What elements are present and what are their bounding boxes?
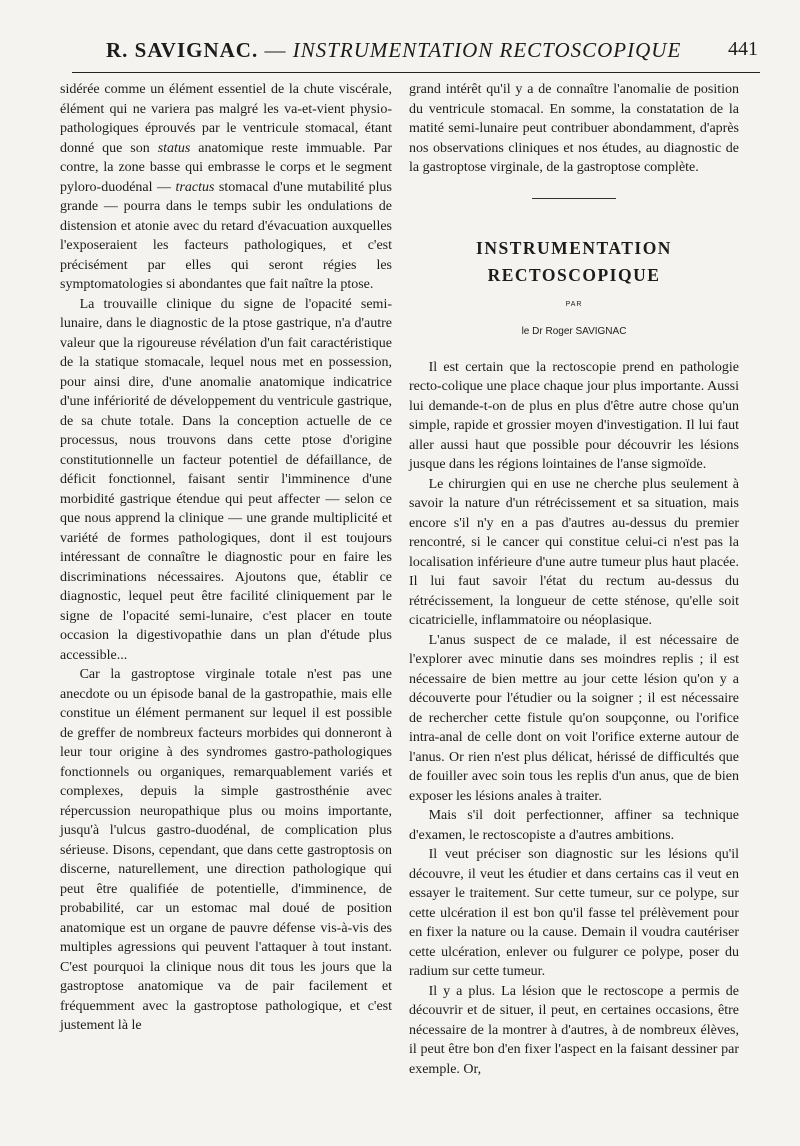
running-head bbox=[72, 38, 760, 73]
running-head-text bbox=[106, 38, 681, 63]
text-run: stomacal d'une mutabilité plus grande — pourra dans le temps subir les ondulations de distension et atonie avec du retard d'évacuation auxquelles l'exposeraient les facteurs pathologiques, et c'est précisément par elles qui seront régies les symptomatologies si abondantes que fait naître la ptose. bbox=[60, 179, 392, 292]
paragraph: Il est certain que la rectoscopie prend en pathologie recto-colique une place chaque jour plus importante. Aussi lui demande-t-on de plus en plus d'être autre chose qu'un simple, rapide et grossier moyen d'investigation. Il lui faut aller aussi haut que possible pour découvrir les lésions jusque dans les régions lointaines de l'anse sigmoïde. bbox=[409, 359, 739, 472]
paragraph: La trouvaille clinique du signe de l'opacité semi-lunaire, dans le diagnostic de la ptose gastrique, n'a d'autre valeur que la rigoureuse révélation d'un fait caractéristique de la statique stomacale, lequel nous met en possession, pour ainsi dire, d'une anomalie anatomique indicatrice d'une infériorité de développement du ventricule gastrique, de sa chute totale. Dans la conception actuelle de ce processus, nous trouvons dans cette ptose d'origine constitutionnelle un facteur potentiel de défaillance, de déficit fonctionnel, faisant sentir l'imminence d'une morbidité gastrique étendue qui peut affecter — selon ce que nous apprend la clinique — une grande multiplicité et variété de formes pathologiques, dont il est toujours intéressant de connaître le diagnostic pour en faire les discriminations nécessaires. Ajoutons que, établir ce diagnostic, lequel peut être facilité cliniquement par le signe de l'opacité semi-lunaire, c'est placer en toute occasion la digestivopathie dans un plan d'étude plus accessible... bbox=[60, 296, 392, 663]
running-head-author: R. SAVIGNAC. bbox=[106, 38, 259, 62]
text-run: sidérée comme un élément essentiel de la chute viscérale, élément qui ne variera pas malgré les va-et-vient physio-pathologiques éprouvés par le ventricule stomacal, étant donné que son bbox=[60, 82, 392, 156]
section-divider bbox=[532, 198, 616, 199]
italic-term: tractus bbox=[175, 179, 215, 195]
paragraph: L'anus suspect de ce malade, il est nécessaire de l'explorer avec minutie dans ses moindres replis ; il est nécessaire de bien mettre au jour cette lésion qu'on y a découverte pour l'étudier ou la soigner ; il est nécessaire de rechercher cette fistule qu'on soupçonne, ou l'orifice intra-anal de celle dont on voit l'orifice externe autour de l'anus. Or rien n'est plus délicat, hérissé de difficultés que de fouiller avec soin tous les replis d'un anus, que de bien exposer les lésions anales à traiter. bbox=[409, 632, 739, 804]
paragraph bbox=[60, 80, 392, 295]
article-title bbox=[409, 235, 739, 289]
paragraph: Le chirurgien qui en use ne cherche plus seulement à savoir la nature d'un rétrécissement et sa situation, mais encore s'il n'y en a pas d'autres au-dessus du premier rencontré, si le cancer qui constitue celui-ci n'est pas la localisation inférieure d'une autre tumeur plus haut placée. Il lui faut savoir l'état du rectum au-dessus du rétrécissement, la longueur de cette sténose, qu'elle soit cicatricielle, inflammatoire ou néoplasique. bbox=[409, 476, 739, 628]
paragraph: grand intérêt qu'il y a de connaître l'anomalie de position du ventricule stomacal. En somme, la constatation de la matité semi-lunaire peut contribuer abondamment, d'après nos observations cliniques et nos études, au diagnostic de la gastroptose virginale, de la gastroptose complète. bbox=[409, 82, 739, 175]
right-column bbox=[409, 80, 739, 1079]
paragraph: Il y a plus. La lésion que le rectoscope a permis de découvrir et de situer, il peut, en certaines occasions, être nécessaire de la montrer à d'autres, à de nombreux élèves, il peut être bon d'en fixer l'aspect en la faisant dessiner par exemple. Or, bbox=[409, 983, 739, 1077]
paragraph: Mais s'il doit perfectionner, affiner sa technique d'examen, le rectoscopiste a d'autres ambitions. bbox=[409, 808, 739, 843]
byline-par: PAR bbox=[565, 300, 583, 308]
italic-term: status bbox=[157, 140, 191, 156]
text-run: anatomique reste immuable. Par contre, la zone basse qui embrasse le corps et le segment pyloro-duodénal — bbox=[60, 140, 392, 195]
running-head-title: INSTRUMENTATION RECTOSCOPIQUE bbox=[292, 38, 682, 62]
paragraph: Il veut préciser son diagnostic sur les lésions qu'il découvre, il veut les étudier et dans certains cas il veut en essayer le traitement. Sur cette tumeur, sur ce polype, sur cette ulcération il est bon qu'il fasse tel prélèvement pour en fixer la nature ou la cause. Demain il voudra cautériser cette ulcération, enlever ou fulgurer ce polype, poser du radium sur cette tumeur. bbox=[409, 847, 739, 979]
left-column bbox=[60, 80, 392, 1036]
paragraph: Car la gastroptose virginale totale n'est pas une anecdote ou un épisode banal de la gastropathie, mais elle constitue un élément permanent sur lequel il est possible de greffer de nombreux facteurs morbides qui donneront à leur tour origine à des syndromes gastro-pathologiques fonctionnels ou organiques, remarquablement variés et complexes, depuis la simple gastrosthénie avec répercussion neuropathique plus ou moins importante, jusqu'à l'ulcus gastro-duodénal, de complication plus sérieuse. Disons, cependant, que dans cette gastroptosis on discerne, naturellement, une direction pathologique qui peut être qualifiée de potentielle, d'imminence, de probabilité, car un estomac mal doué de position anatomique est un organe de pauvre défense vis-à-vis des multiples agressions qui peuvent l'attaquer à tout instant. C'est pourquoi la clinique nous dit tous les jours que la gastroptose anatomique va de pair facilement et fréquemment avec la gastroptose pathologique, et c'est justement là le bbox=[60, 667, 392, 1033]
running-head-dash: — bbox=[264, 38, 287, 62]
article-title-line: RECTOSCOPIQUE bbox=[487, 264, 661, 285]
page-number: 441 bbox=[728, 38, 758, 60]
article-title-line: INSTRUMENTATION bbox=[476, 237, 672, 258]
byline-author: le Dr Roger SAVIGNAC bbox=[521, 326, 627, 337]
